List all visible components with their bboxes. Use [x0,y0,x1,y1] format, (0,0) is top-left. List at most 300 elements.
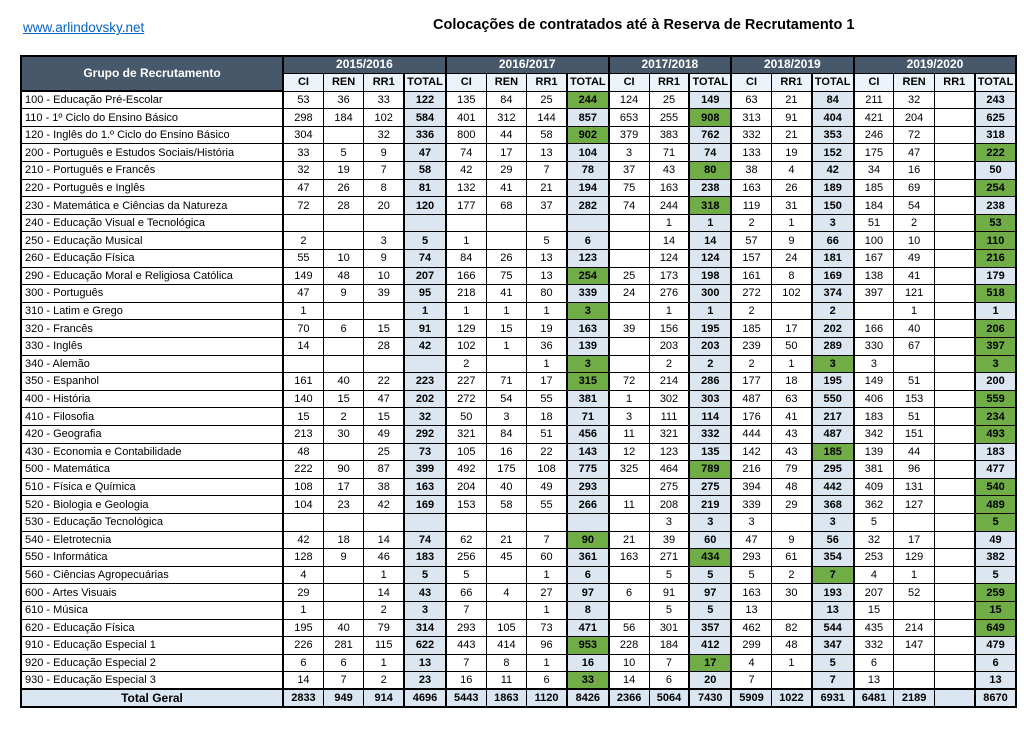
value-cell: 214 [649,373,689,391]
value-cell: 87 [364,461,404,479]
value-cell: 19 [323,162,363,180]
total-cell: 91 [404,320,446,338]
value-cell: 321 [446,425,486,443]
value-cell [934,338,974,356]
value-cell: 32 [283,162,323,180]
value-cell [934,566,974,584]
total-cell: 404 [812,109,854,127]
total-cell: 78 [567,162,609,180]
total-cell: 442 [812,478,854,496]
total-cell: 42 [404,338,446,356]
value-cell: 40 [894,320,934,338]
value-cell: 72 [609,373,649,391]
value-cell: 13 [731,601,771,619]
value-cell: 214 [894,619,934,637]
grand-total-cell: 7430 [689,689,731,707]
value-cell: 244 [649,197,689,215]
total-cell: 181 [812,250,854,268]
value-cell: 13 [854,672,894,690]
total-cell: 374 [812,285,854,303]
value-cell: 653 [609,109,649,127]
value-cell: 129 [894,549,934,567]
value-cell: 26 [771,179,811,197]
total-cell: 73 [404,443,446,461]
value-cell: 41 [894,267,934,285]
value-cell: 21 [527,179,567,197]
value-cell: 3 [609,144,649,162]
total-cell: 7 [812,672,854,690]
value-cell: 10 [609,654,649,672]
value-cell: 91 [771,109,811,127]
value-cell: 138 [854,267,894,285]
row-label: 420 - Geografia [21,425,283,443]
value-cell: 45 [486,549,526,567]
value-cell: 10 [894,232,934,250]
value-cell: 48 [323,267,363,285]
value-cell: 21 [609,531,649,549]
value-cell: 8 [486,654,526,672]
value-cell [609,232,649,250]
value-cell: 39 [649,531,689,549]
total-cell: 202 [812,320,854,338]
value-cell [934,496,974,514]
value-cell: 100 [854,232,894,250]
total-cell: 47 [404,144,446,162]
value-cell: 9 [323,285,363,303]
value-cell: 9 [323,549,363,567]
total-cell: 124 [689,250,731,268]
total-cell: 207 [404,267,446,285]
value-cell: 17 [771,320,811,338]
row-label: 350 - Espanhol [21,373,283,391]
value-cell: 7 [649,654,689,672]
value-cell: 47 [731,531,771,549]
total-cell: 169 [404,496,446,514]
total-cell: 193 [812,584,854,602]
value-cell [527,513,567,531]
value-cell: 302 [649,390,689,408]
grand-total-cell: 8426 [567,689,609,707]
table-row [21,214,1016,232]
value-cell: 29 [771,496,811,514]
total-cell: 8 [567,601,609,619]
table-row [21,267,1016,285]
placements-table [20,55,1017,708]
value-cell [323,566,363,584]
value-cell: 167 [854,250,894,268]
value-cell: 6 [649,672,689,690]
value-cell: 15 [323,390,363,408]
total-cell: 399 [404,461,446,479]
value-cell: 18 [771,373,811,391]
value-cell: 123 [649,443,689,461]
row-label: 110 - 1º Ciclo do Ensino Básico [21,109,283,127]
table-row [21,566,1016,584]
value-cell: 61 [771,549,811,567]
value-cell: 47 [283,179,323,197]
total-cell: 550 [812,390,854,408]
value-cell: 53 [283,91,323,109]
value-cell: 5 [527,232,567,250]
total-cell: 120 [404,197,446,215]
value-cell: 222 [283,461,323,479]
value-cell: 51 [894,408,934,426]
value-cell [934,232,974,250]
value-cell: 22 [527,443,567,461]
total-cell: 479 [975,637,1017,655]
value-cell: 293 [731,549,771,567]
total-cell: 23 [404,672,446,690]
total-cell: 183 [404,549,446,567]
value-cell [323,302,363,320]
value-cell: 272 [731,285,771,303]
total-cell: 775 [567,461,609,479]
value-cell: 1 [649,302,689,320]
total-cell: 14 [689,232,731,250]
total-cell: 397 [975,338,1017,356]
total-cell: 104 [567,144,609,162]
table-row [21,197,1016,215]
value-cell [283,513,323,531]
value-cell: 135 [446,91,486,109]
value-cell: 3 [854,355,894,373]
value-cell: 1 [527,601,567,619]
value-cell: 38 [364,478,404,496]
total-cell: 185 [812,443,854,461]
value-cell [934,197,974,215]
value-cell: 57 [731,232,771,250]
value-cell [771,672,811,690]
value-cell: 3 [731,513,771,531]
value-cell: 68 [486,197,526,215]
table-row [21,654,1016,672]
total-cell: 122 [404,91,446,109]
value-cell: 4 [731,654,771,672]
value-cell [609,250,649,268]
value-cell [934,619,974,637]
value-cell: 1 [771,654,811,672]
value-cell: 6 [609,584,649,602]
subcolumn-header: TOTAL [812,74,854,92]
value-cell: 9 [771,232,811,250]
total-cell: 114 [689,408,731,426]
value-cell: 14 [609,672,649,690]
total-cell: 908 [689,109,731,127]
table-row [21,549,1016,567]
value-cell: 185 [854,179,894,197]
value-cell [609,214,649,232]
total-cell: 97 [689,584,731,602]
table-row [21,601,1016,619]
value-cell: 275 [649,478,689,496]
total-cell: 434 [689,549,731,567]
value-cell: 19 [527,320,567,338]
value-cell: 1 [609,390,649,408]
value-cell: 332 [854,637,894,655]
value-cell: 44 [486,126,526,144]
value-cell: 15 [364,320,404,338]
value-cell: 75 [609,179,649,197]
value-cell [934,373,974,391]
value-cell: 128 [283,549,323,567]
value-cell [771,601,811,619]
total-cell: 3 [812,513,854,531]
value-cell: 1 [446,302,486,320]
page-title: Colocações de contratados até à Reserva de Recrutamento 1 [433,17,855,33]
total-cell: 217 [812,408,854,426]
value-cell: 15 [283,408,323,426]
value-cell: 80 [527,285,567,303]
total-cell: 336 [404,126,446,144]
value-cell: 43 [771,425,811,443]
website-link[interactable]: www.arlindovsky.net [23,20,145,35]
value-cell [486,214,526,232]
value-cell: 79 [364,619,404,637]
value-cell: 54 [486,390,526,408]
grand-total-cell: 914 [364,689,404,707]
value-cell [934,109,974,127]
row-label: 250 - Educação Musical [21,232,283,250]
year-header: 2019/2020 [854,56,1017,74]
value-cell: 55 [527,496,567,514]
value-cell: 62 [446,531,486,549]
value-cell: 211 [854,91,894,109]
value-cell: 49 [527,478,567,496]
total-cell: 195 [689,320,731,338]
value-cell: 10 [364,267,404,285]
total-cell [567,214,609,232]
total-cell: 286 [689,373,731,391]
value-cell: 11 [609,496,649,514]
value-cell: 177 [731,373,771,391]
grand-total-cell: 1022 [771,689,811,707]
value-cell: 14 [283,672,323,690]
row-label: 610 - Música [21,601,283,619]
value-cell: 72 [894,126,934,144]
row-label: 920 - Educação Especial 2 [21,654,283,672]
value-cell: 33 [283,144,323,162]
value-cell: 16 [486,443,526,461]
value-cell [934,672,974,690]
total-cell: 318 [689,197,731,215]
row-label: 530 - Educação Tecnológica [21,513,283,531]
total-cell: 202 [404,390,446,408]
value-cell: 7 [446,654,486,672]
total-cell: 206 [975,320,1017,338]
value-cell [934,320,974,338]
total-cell: 32 [404,408,446,426]
value-cell: 2 [731,302,771,320]
value-cell: 11 [609,425,649,443]
value-cell: 21 [771,126,811,144]
grand-total-cell: 8670 [975,689,1017,707]
table-row [21,390,1016,408]
total-cell: 275 [689,478,731,496]
value-cell: 1 [894,302,934,320]
value-cell: 1 [527,302,567,320]
value-cell: 14 [364,584,404,602]
grand-total-cell: 6481 [854,689,894,707]
value-cell: 19 [771,144,811,162]
value-cell: 127 [894,496,934,514]
value-cell: 24 [609,285,649,303]
value-cell: 383 [649,126,689,144]
total-cell: 368 [812,496,854,514]
value-cell: 487 [731,390,771,408]
value-cell [934,214,974,232]
total-cell: 5 [689,566,731,584]
table-row [21,109,1016,127]
total-cell: 152 [812,144,854,162]
value-cell: 48 [771,637,811,655]
total-cell: 149 [689,91,731,109]
value-cell: 124 [649,250,689,268]
value-cell: 18 [323,531,363,549]
value-cell [486,355,526,373]
value-cell: 41 [771,408,811,426]
value-cell: 30 [323,425,363,443]
value-cell: 166 [854,320,894,338]
value-cell: 105 [486,619,526,637]
row-label: 550 - Informática [21,549,283,567]
subcolumn-header: REN [486,74,526,92]
table-row [21,619,1016,637]
value-cell: 1 [364,566,404,584]
subcolumn-header: RR1 [771,74,811,92]
value-cell: 226 [283,637,323,655]
table-row [21,355,1016,373]
subcolumn-header: CI [283,74,323,92]
row-label: 620 - Educação Física [21,619,283,637]
value-cell: 444 [731,425,771,443]
value-cell: 42 [364,496,404,514]
value-cell: 2 [771,566,811,584]
total-cell: 110 [975,232,1017,250]
value-cell [323,443,363,461]
subcolumn-header: TOTAL [404,74,446,92]
table-row [21,285,1016,303]
total-cell: 33 [567,672,609,690]
value-cell: 4 [854,566,894,584]
value-cell: 104 [283,496,323,514]
total-cell: 266 [567,496,609,514]
row-label: 210 - Português e Francês [21,162,283,180]
value-cell: 421 [854,109,894,127]
total-cell: 622 [404,637,446,655]
table-row [21,531,1016,549]
value-cell: 32 [894,91,934,109]
value-cell: 166 [446,267,486,285]
value-cell: 7 [527,531,567,549]
value-cell: 43 [649,162,689,180]
value-cell: 25 [609,267,649,285]
value-cell [894,355,934,373]
total-cell: 135 [689,443,731,461]
value-cell: 41 [486,179,526,197]
value-cell: 5 [649,601,689,619]
value-cell: 175 [854,144,894,162]
value-cell [934,126,974,144]
total-cell: 332 [689,425,731,443]
total-cell: 42 [812,162,854,180]
value-cell: 40 [323,619,363,637]
value-cell: 23 [323,496,363,514]
value-cell: 3 [649,513,689,531]
value-cell: 69 [894,179,934,197]
value-cell: 9 [364,250,404,268]
value-cell: 28 [323,197,363,215]
value-cell: 339 [731,496,771,514]
value-cell: 115 [364,637,404,655]
value-cell: 96 [894,461,934,479]
value-cell: 54 [894,197,934,215]
total-cell: 584 [404,109,446,127]
value-cell [934,250,974,268]
grand-total-cell: 4696 [404,689,446,707]
value-cell: 46 [364,549,404,567]
total-cell: 649 [975,619,1017,637]
total-cell: 238 [689,179,731,197]
value-cell: 4 [771,162,811,180]
value-cell: 3 [609,408,649,426]
value-cell: 105 [446,443,486,461]
value-cell: 17 [486,144,526,162]
row-label: 100 - Educação Pré-Escolar [21,91,283,109]
value-cell: 2 [894,214,934,232]
value-cell: 1 [527,566,567,584]
value-cell: 293 [446,619,486,637]
value-cell: 16 [446,672,486,690]
total-cell: 2 [689,355,731,373]
value-cell: 185 [731,320,771,338]
grand-total-cell: 5443 [446,689,486,707]
table-row [21,338,1016,356]
value-cell: 10 [323,250,363,268]
table-row [21,637,1016,655]
value-cell: 14 [364,531,404,549]
total-cell: 74 [404,531,446,549]
total-cell: 6 [567,566,609,584]
total-cell: 487 [812,425,854,443]
subcolumn-header: RR1 [527,74,567,92]
value-cell: 147 [894,637,934,655]
value-cell: 298 [283,109,323,127]
value-cell: 397 [854,285,894,303]
value-cell: 207 [854,584,894,602]
value-cell: 18 [527,408,567,426]
total-cell: 20 [689,672,731,690]
total-cell: 314 [404,619,446,637]
subcolumn-header: RR1 [364,74,404,92]
value-cell: 47 [894,144,934,162]
total-cell: 43 [404,584,446,602]
value-cell: 394 [731,478,771,496]
value-cell: 2 [364,672,404,690]
value-cell: 1 [527,654,567,672]
value-cell: 25 [527,91,567,109]
row-label: 430 - Economia e Contabilidade [21,443,283,461]
total-cell: 5 [689,601,731,619]
value-cell [283,355,323,373]
value-cell: 435 [854,619,894,637]
value-cell: 84 [486,425,526,443]
value-cell [934,478,974,496]
value-cell: 91 [649,584,689,602]
total-cell: 6 [975,654,1017,672]
total-cell: 295 [812,461,854,479]
table-row [21,672,1016,690]
value-cell: 132 [446,179,486,197]
